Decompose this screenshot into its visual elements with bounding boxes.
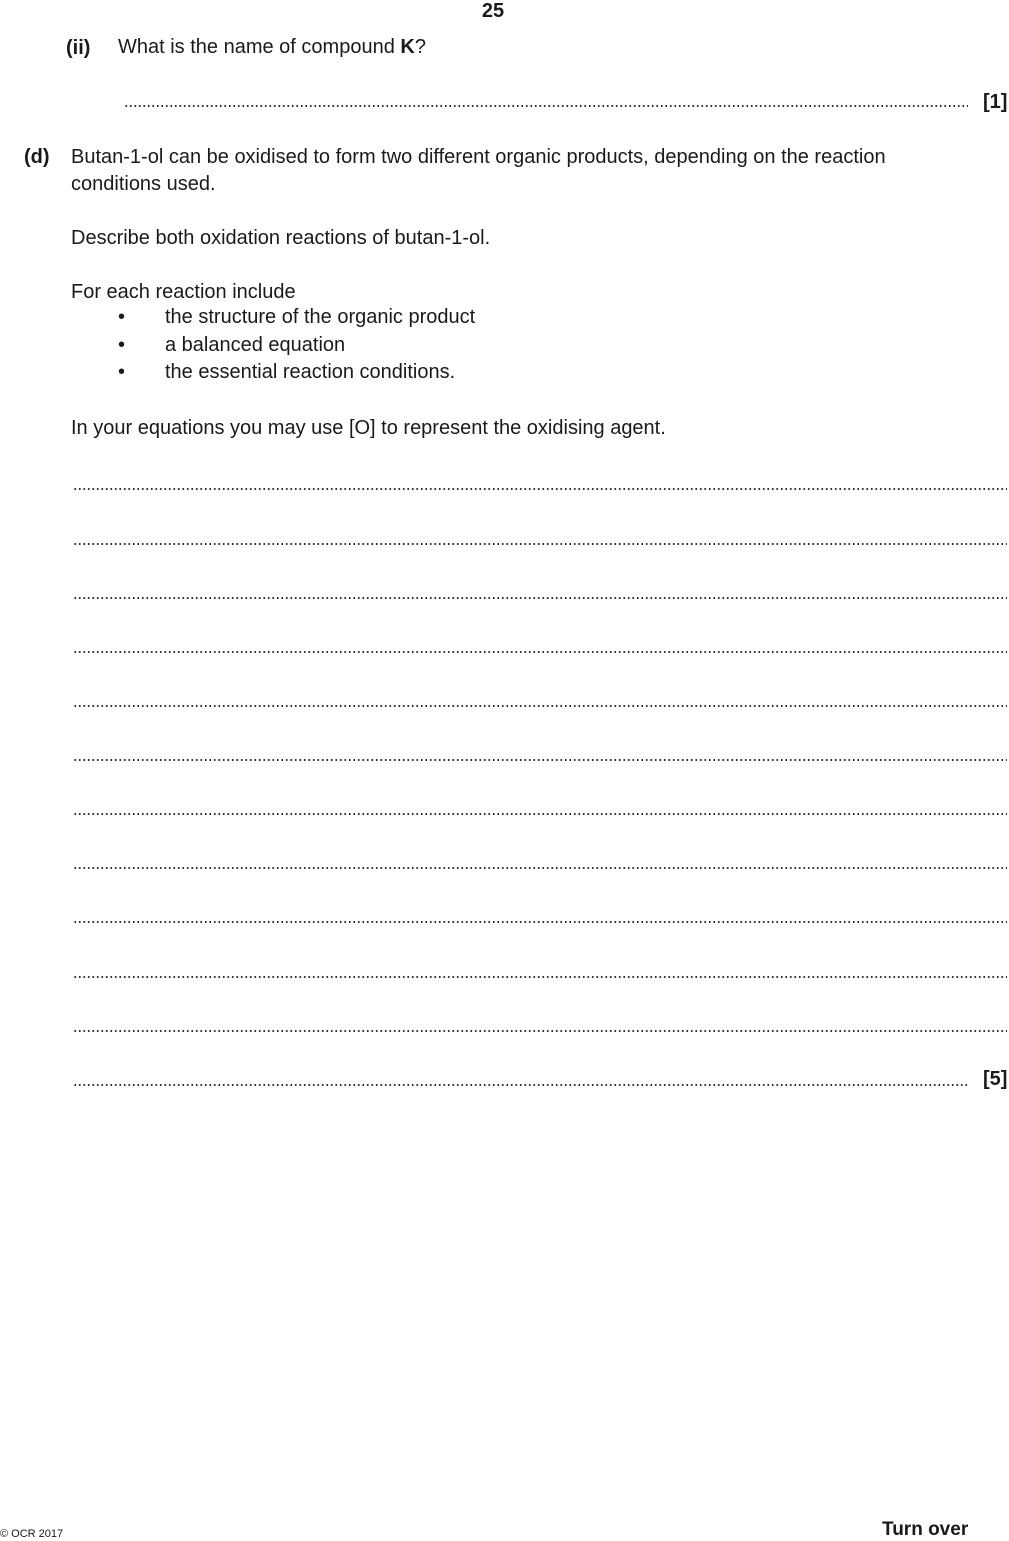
bullet-text: the structure of the organic product [165, 306, 476, 328]
answer-line-d[interactable] [73, 975, 1007, 979]
bullet-text: the essential reaction conditions. [165, 361, 456, 383]
marks-d: [5] [983, 1068, 1008, 1090]
answer-line-d[interactable] [73, 542, 1007, 546]
answer-line-d[interactable] [73, 758, 1007, 762]
answer-line-d[interactable] [73, 920, 1007, 924]
answer-line-d[interactable] [73, 1083, 968, 1087]
bullet-text: a balanced equation [165, 334, 346, 356]
answer-line-d[interactable] [73, 704, 1007, 708]
answer-line-d[interactable] [73, 650, 1007, 654]
bullet-dot: • [118, 361, 126, 383]
question-label-ii: (ii) [66, 37, 91, 59]
question-label-d: (d) [24, 146, 50, 168]
question-d-intro-line2: conditions used. [71, 173, 216, 195]
compound-k-label: K [400, 36, 415, 58]
bullet-dot: • [118, 334, 126, 356]
marks-ii: [1] [983, 91, 1008, 113]
question-d-intro-line1: Butan-1-ol can be oxidised to form two different organic products, depending on the reaction [71, 146, 886, 168]
answer-line-d[interactable] [73, 866, 1007, 870]
question-ii-text [118, 34, 426, 61]
answer-line-d[interactable] [73, 487, 1007, 491]
bullet-dot: • [118, 306, 126, 328]
question-d-instruction: Describe both oxidation reactions of butan-1-ol. [71, 227, 491, 249]
answer-line-d[interactable] [73, 1029, 1007, 1033]
turn-over-label: Turn over [882, 1519, 969, 1540]
question-d-include-heading: For each reaction include [71, 281, 296, 303]
answer-line-d[interactable] [73, 596, 1007, 600]
answer-line-ii[interactable] [124, 104, 968, 108]
question-ii-suffix: ? [414, 36, 426, 58]
question-ii-prefix: What is the name of compound [118, 36, 401, 58]
page-number: 25 [481, 0, 505, 22]
copyright-notice: © OCR 2017 [0, 1528, 64, 1540]
question-d-note: In your equations you may use [O] to represent the oxidising agent. [71, 417, 666, 439]
answer-line-d[interactable] [73, 812, 1007, 816]
